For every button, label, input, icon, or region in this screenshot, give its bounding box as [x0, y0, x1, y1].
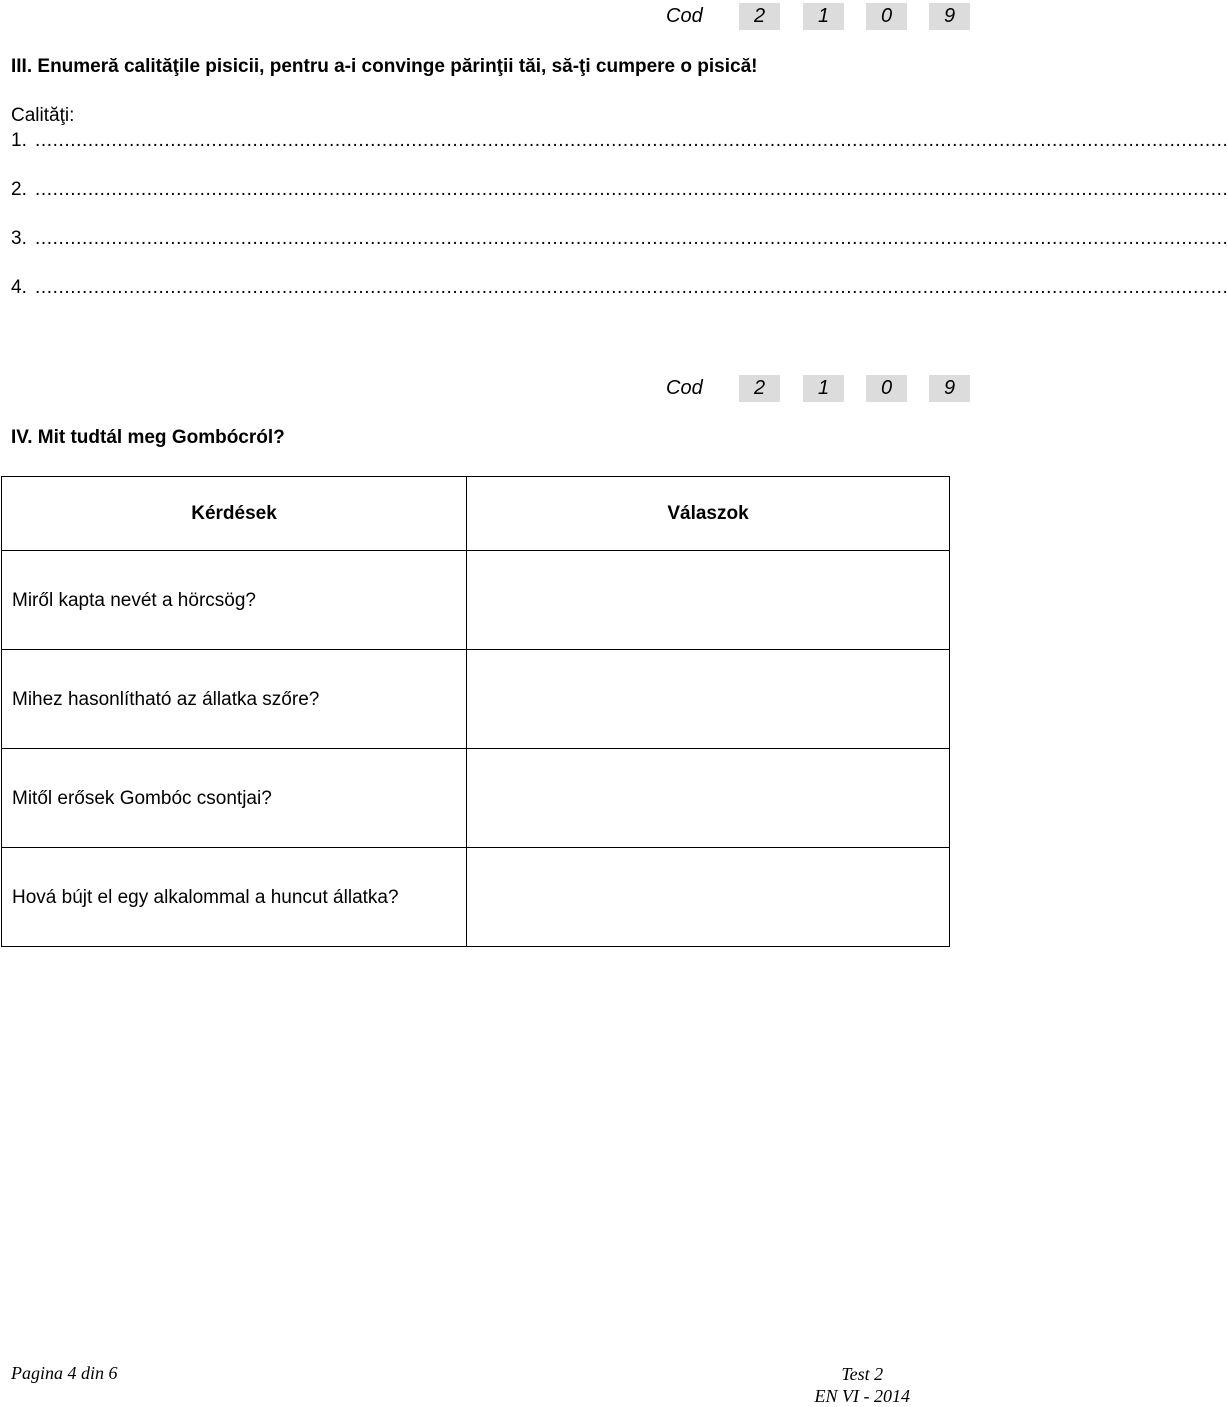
dotted-line: ...........................................................................................................................................................................................................	[35, 277, 1228, 298]
cod-box-section-4	[650, 373, 960, 403]
section-3-title: III. Enumeră calităţile pisicii, pentru a-i convinge părinţii tăi, să-ţi cumpere o pisică!	[11, 56, 758, 77]
table-header-row	[2, 477, 950, 551]
cod-label: Cod	[666, 5, 703, 27]
qualities-label: Calităţi:	[11, 105, 75, 126]
cod-digit: 9	[929, 375, 970, 402]
dotted-line: ...........................................................................................................................................................................................................	[35, 228, 1228, 249]
answer-cell[interactable]	[467, 551, 950, 650]
cod-digit: 1	[803, 375, 844, 402]
question-cell: Hová bújt el egy alkalommal a huncut állatka?	[2, 848, 467, 947]
dotted-line: ...........................................................................................................................................................................................................	[35, 130, 1228, 151]
cod-digit: 1	[803, 3, 844, 30]
cod-digit: 9	[929, 3, 970, 30]
page-number: Pagina 4 din 6	[11, 1363, 118, 1383]
table-row	[2, 749, 950, 848]
cod-digit: 0	[866, 375, 907, 402]
cod-digit: 2	[739, 3, 780, 30]
answer-line-1[interactable]	[11, 129, 1228, 153]
answer-line-number: 1.	[11, 130, 27, 151]
answer-line-3[interactable]	[11, 227, 1228, 251]
cod-digit: 0	[866, 3, 907, 30]
cod-box-top	[650, 1, 960, 31]
answer-line-2[interactable]	[11, 178, 1228, 202]
question-cell: Mihez hasonlítható az állatka szőre?	[2, 650, 467, 749]
table-row	[2, 650, 950, 749]
answer-line-4[interactable]	[11, 276, 1228, 300]
cod-digit: 2	[739, 375, 780, 402]
test-info	[815, 1363, 910, 1407]
answer-cell[interactable]	[467, 650, 950, 749]
table-row	[2, 551, 950, 650]
questions-answers-table	[1, 476, 950, 947]
test-label: Test 2	[841, 1364, 884, 1384]
dotted-line: ...........................................................................................................................................................................................................	[35, 179, 1228, 200]
question-cell: Miről kapta nevét a hörcsög?	[2, 551, 467, 650]
question-cell: Mitől erősek Gombóc csontjai?	[2, 749, 467, 848]
answer-cell[interactable]	[467, 848, 950, 947]
cod-label: Cod	[666, 377, 703, 399]
exam-label: EN VI - 2014	[814, 1386, 910, 1406]
answer-line-number: 4.	[11, 277, 27, 298]
section-4-title: IV. Mit tudtál meg Gombócról?	[11, 427, 285, 448]
column-header-answers: Válaszok	[467, 477, 950, 551]
answer-line-number: 2.	[11, 179, 27, 200]
answer-cell[interactable]	[467, 749, 950, 848]
table-row	[2, 848, 950, 947]
column-header-questions: Kérdések	[2, 477, 467, 551]
answer-line-number: 3.	[11, 228, 27, 249]
